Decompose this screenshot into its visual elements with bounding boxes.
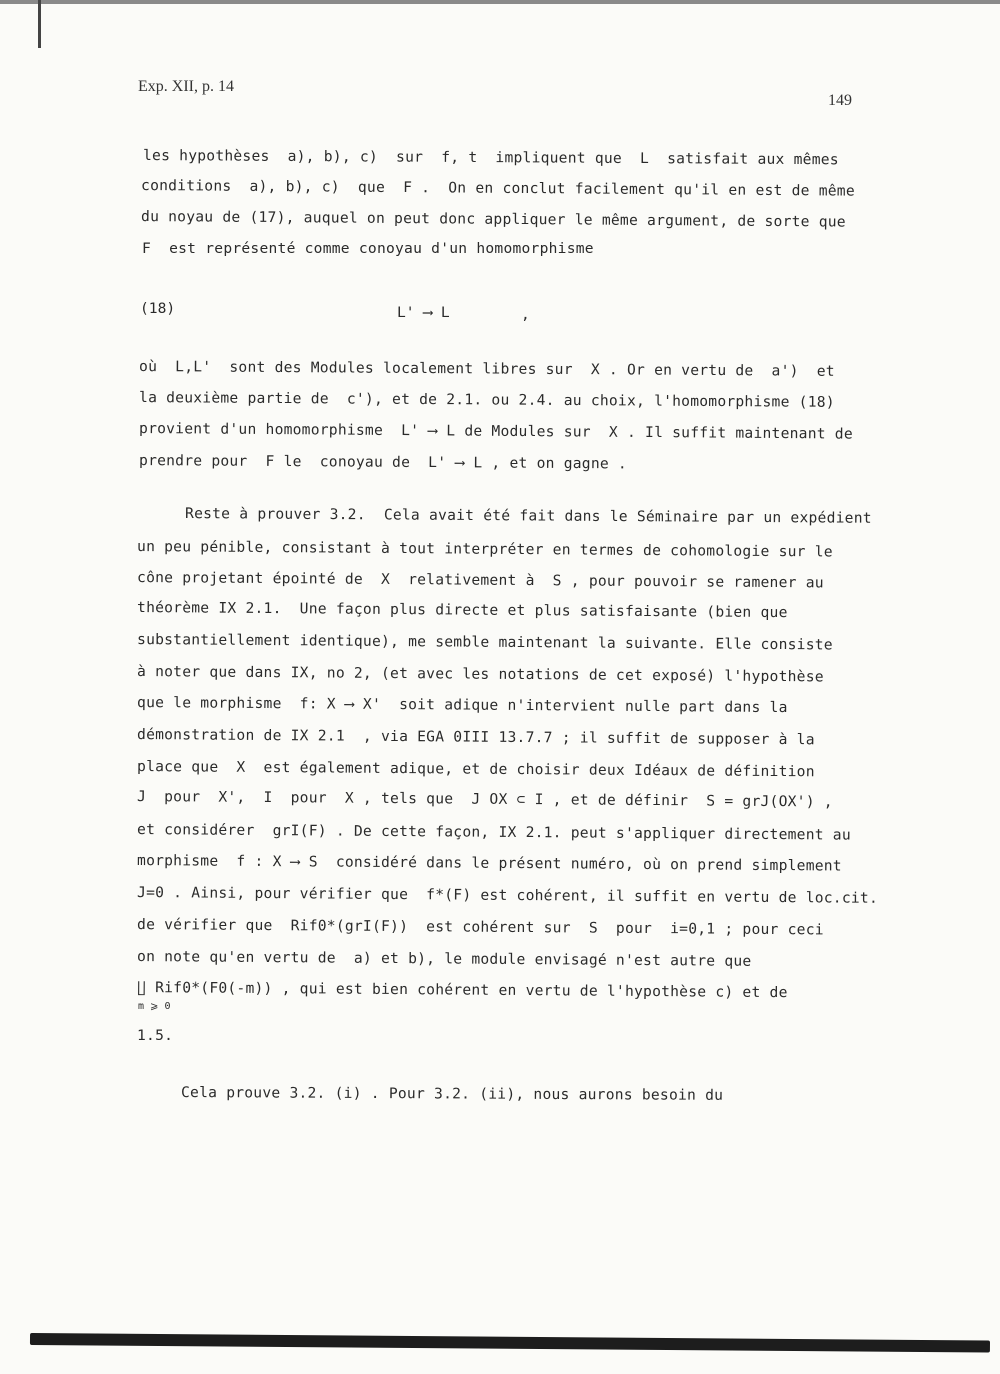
p3-line-12: morphisme f : X ⟶ S considéré dans le présent numéro, où on prend simplement [137, 852, 842, 875]
p3-line-13: J=0 . Ainsi, pour vérifier que f*(F) est cohérent, il suffit en vertu de loc.cit. [137, 884, 879, 907]
p3-line-7: que le morphisme f: X ⟶ X' soit adique n'intervient nulle part dans la [137, 694, 788, 717]
p1-line-3: du noyau de (17), auquel on peut donc appliquer le même argument, de sorte que [141, 208, 846, 231]
equation-comma: , [521, 306, 530, 323]
binding-mark [38, 0, 41, 48]
coproduct-subscript: m ⩾ 0 [138, 1001, 171, 1012]
page-top-edge [0, 0, 1000, 4]
p2-line-2: la deuxième partie de c'), et de 2.1. ou 2.4. au choix, l'homomorphisme (18) [139, 389, 835, 411]
p3-line-8: démonstration de IX 2.1 , via EGA 0III 13.7.7 ; il suffit de supposer à la [137, 726, 815, 749]
p3-line-6: à noter que dans IX, no 2, (et avec les notations de cet exposé) l'hypothèse [137, 663, 824, 686]
p3-line-15: on note qu'en vertu de a) et b), le module envisagé n'est autre que [137, 948, 752, 970]
p3-line-5: substantiellement identique), me semble maintenant la suivante. Elle consiste [137, 631, 833, 654]
p3-line-14: de vérifier que Rif0*(grI(F)) est cohérent sur S pour i=0,1 ; pour ceci [137, 916, 824, 939]
p3-line-17: 1.5. [137, 1027, 174, 1044]
p3-line-2: un peu pénible, consistant à tout interpréter en termes de cohomologie sur le [137, 538, 833, 561]
p3-line-4: théorème IX 2.1. Une façon plus directe et plus satisfaisante (bien que [137, 599, 788, 622]
p2-line-1: où L,L' sont des Modules localement libres sur X . Or en vertu de a') et [139, 358, 835, 380]
p2-line-3: provient d'un homomorphisme L' ⟶ L de Modules sur X . Il suffit maintenant de [139, 420, 853, 443]
equation-formula: L' ⟶ L [397, 304, 450, 321]
p3-line-11: et considérer grI(F) . De cette façon, IX 2.1. peut s'appliquer directement au [137, 821, 851, 844]
p3-line-3: cône projetant épointé de X relativement à S , pour pouvoir se ramener au [137, 569, 824, 592]
p3-line-1: Reste à prouver 3.2. Cela avait été fait dans le Séminaire par un expédient [185, 505, 872, 527]
p1-line-4: F est représenté comme conoyau d'un homomorphisme [142, 240, 594, 257]
p3-line-10: J pour X', I pour X , tels que J OX ⊂ I , et de définir S = grJ(OX') , [137, 788, 833, 811]
p2-line-4: prendre pour F le conoyau de L' ⟶ L , et on gagne . [139, 452, 628, 473]
p1-line-1: les hypothèses a), b), c) sur f, t impliquent que L satisfait aux mêmes [143, 147, 839, 169]
scan-edge-bar [30, 1333, 990, 1353]
p3-line-16: ∐ Rif0*(F0(-m)) , qui est bien cohérent en vertu de l'hypothèse c) et de [137, 979, 788, 1002]
p3-line-9: place que X est également adique, et de choisir deux Idéaux de définition [137, 758, 815, 781]
p4-line-1: Cela prouve 3.2. (i) . Pour 3.2. (ii), nous aurons besoin du [181, 1084, 724, 1104]
p1-line-2: conditions a), b), c) que F . On en conclut facilement qu'il en est de même [141, 177, 855, 200]
running-header: Exp. XII, p. 14 [138, 78, 234, 95]
equation-number: (18) [140, 300, 176, 317]
page-number: 149 [828, 92, 852, 109]
